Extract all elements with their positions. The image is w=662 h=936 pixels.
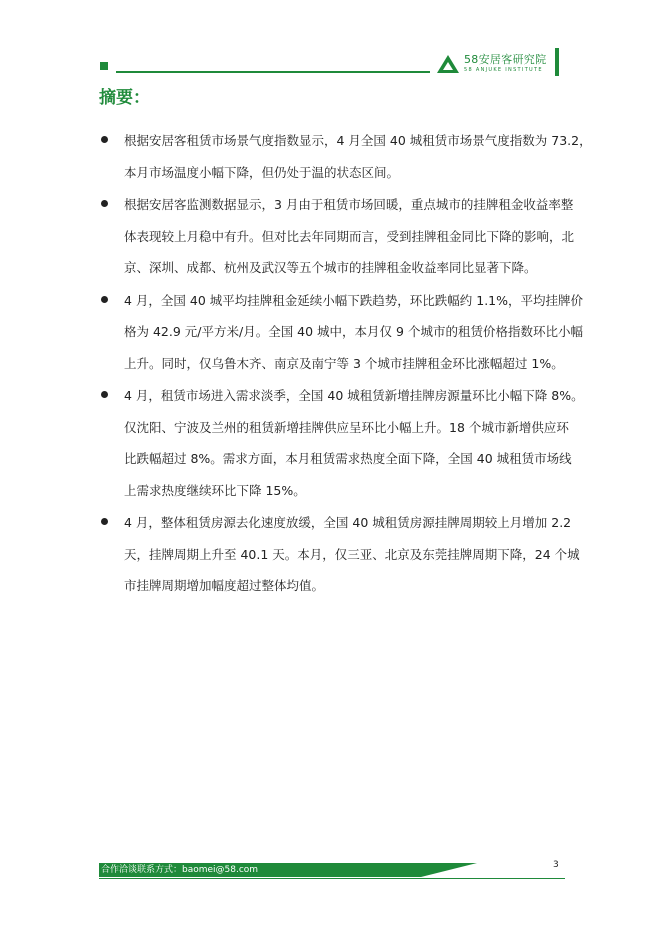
bullet-dot-icon [101,200,108,207]
bullet-text-line: 根据安居客租赁市场景气度指数显示，4 月全国 40 城租赁市场景气度指数为 73.2， [124,133,592,148]
logo-mark-icon [436,54,460,74]
bullet-text-line: 4 月，租赁市场进入需求淡季，全国 40 城租赁新增挂牌房源量环比小幅下降 8%。 [124,388,584,403]
logo [436,52,546,76]
logo-english-name: 58 ANJUKE INSTITUTE [464,67,543,73]
bullet-dot-icon [101,136,108,143]
bullet-text-line: 根据安居客监测数据显示，3 月由于租赁市场回暖，重点城市的挂牌租金收益率整 [124,197,574,212]
bullet-text-line: 4 月，全国 40 城平均挂牌租金延续小幅下跌趋势，环比跌幅约 1.1%，平均挂牌价 [124,292,584,308]
bullet-text-line: 上升。同时，仅乌鲁木齐、南京及南宁等 3 个城市挂牌租金环比涨幅超过 1%。 [124,355,564,371]
footer-contact: 合作洽谈联系方式：baomei@58.com [101,865,259,875]
footer-band-wedge [421,863,477,877]
header-vertical-bar [555,48,559,76]
summary-bullet-list [99,125,592,603]
bullet-text-line: 体表现较上月稳中有升。但对比去年同期而言，受到挂牌租金同比下降的影响，北 [124,228,575,244]
section-title: 摘要： [99,88,150,108]
header-square-marker [100,62,108,70]
bullet-text-line: 比跌幅超过 8%。需求方面，本月租赁需求热度全面下降，全国 40 城租赁市场线 [124,451,572,466]
bullet-text-line: 4 月，整体租赁房源去化速度放缓，全国 40 城租赁房源挂牌周期较上月增加 2.2 [124,515,572,530]
logo-chinese-name: 58安居客研究院 [464,53,547,66]
bullet-text-line: 京、深圳、成都、杭州及武汉等五个城市的挂牌租金收益率同比显著下降。 [124,260,537,275]
bullet-item-yield [99,189,575,284]
bullet-text-line: 本月市场温度小幅下降，但仍处于温的状态区间。 [124,164,400,180]
bullet-text-line: 上需求热度继续环比下降 15%。 [124,482,306,498]
header-divider-line [116,71,430,73]
page-number: 3 [553,860,559,870]
bullet-text-line: 天，挂牌周期上升至 40.1 天。本月，仅三亚、北京及东莞挂牌周期下降，24 个城 [124,546,580,562]
bullet-dot-icon [101,518,108,525]
bullet-text-line: 市挂牌周期增加幅度超过整体均值。 [124,578,325,593]
bullet-item-rent-price [99,285,584,380]
bullet-text-line: 仅沈阳、宁波及兰州的租赁新增挂牌供应呈环比小幅上升。18 个城市新增供应环 [124,419,569,435]
bullet-item-supply-demand [99,380,584,506]
bullet-text-line: 格为 42.9 元/平方米/月。全国 40 城中，本月仅 9 个城市的租赁价格指数环比小幅 [124,324,583,339]
bullet-item-rental-index [99,125,592,188]
bullet-dot-icon [101,296,108,303]
bullet-dot-icon [101,391,108,398]
footer-divider-line [99,878,565,879]
bullet-item-listing-period [99,507,580,602]
